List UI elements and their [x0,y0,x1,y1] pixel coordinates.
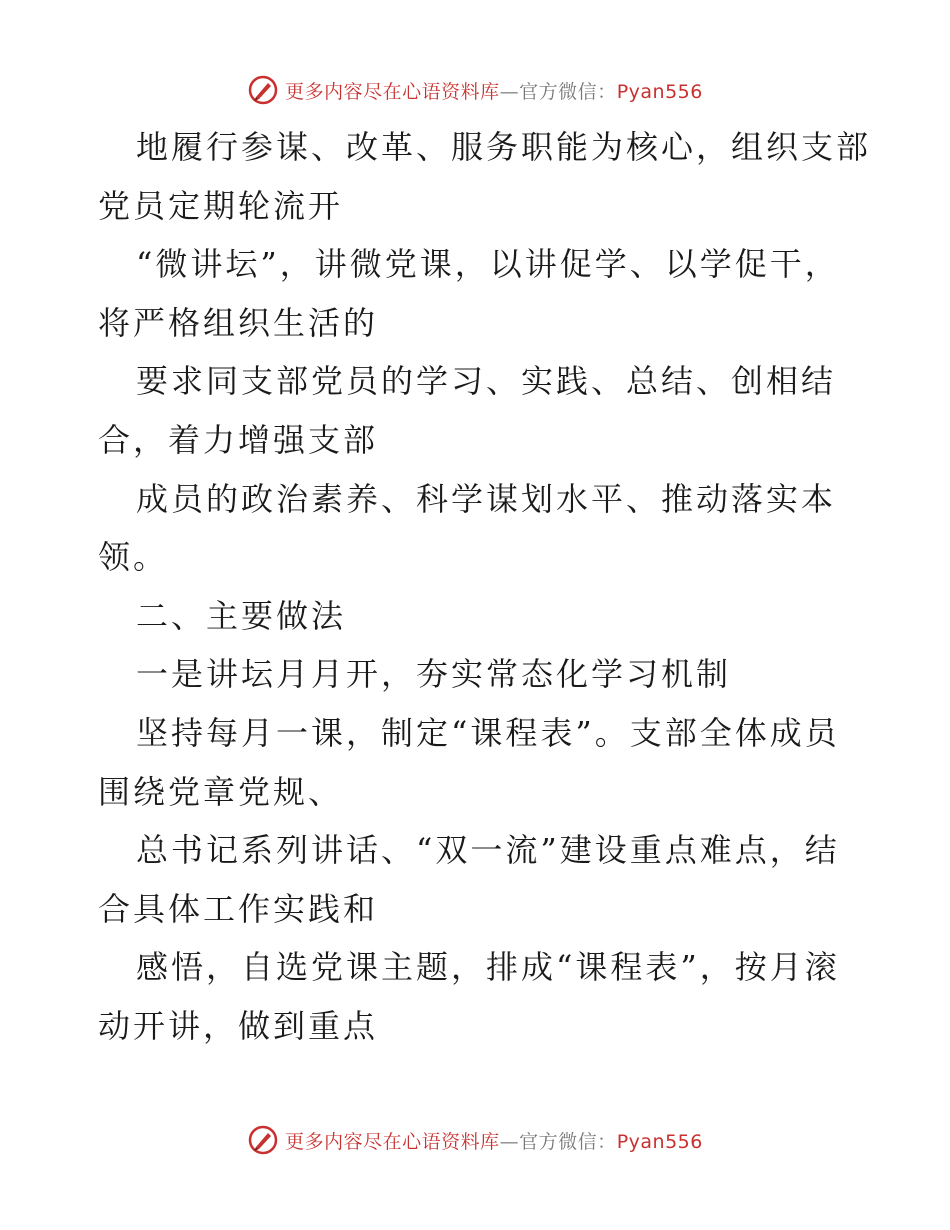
text-line: 领。 [98,538,169,577]
text-line: “微讲坛”，讲微党课，以讲促学、以学促干， [136,245,840,284]
text-line: 坚持每月一课，制定“课程表”。支部全体成员 [136,713,840,752]
text-line: 成员的政治素养、科学谋划水平、推动落实本 [136,479,837,518]
text-line: 动开讲，做到重点 [98,1006,379,1045]
text-line: 地履行参谋、改革、服务职能为核心，组织支部 [136,128,872,166]
watermark-dash: — [499,1130,520,1153]
watermark-wechat-id: Pyan556 [616,80,703,103]
text-line: 二、主要做法 [136,596,347,635]
text-line: 合具体工作实践和 [98,889,379,928]
text-line: 一是讲坛月月开，夯实常态化学习机制 [136,655,732,694]
header-watermark [0,70,950,110]
footer-watermark [0,1120,950,1160]
document-body [98,118,872,1056]
text-line: 感悟，自选党课主题，排成“课程表”，按月滚 [136,948,840,987]
watermark-brand: 更多内容尽在心语资料库 [285,80,500,103]
text-line: 将严格组织生活的 [98,303,379,342]
text-line: 合，着力增强支部 [98,420,379,459]
pen-logo-icon [247,74,279,106]
text-line: 总书记系列讲话、“双一流”建设重点难点，结 [136,831,840,870]
watermark-brand: 更多内容尽在心语资料库 [285,1130,500,1153]
text-line: 要求同支部党员的学习、实践、总结、创相结 [136,362,837,401]
watermark-text [285,1127,703,1154]
text-line: 党员定期轮流开 [98,186,344,225]
pen-logo-icon [247,1124,279,1156]
watermark-official-label: 官方微信： [519,1130,617,1153]
watermark-text [285,77,703,104]
watermark-dash: — [499,80,520,103]
text-line: 围绕党章党规、 [98,772,344,811]
watermark-wechat-id: Pyan556 [616,1130,703,1153]
watermark-official-label: 官方微信： [519,80,617,103]
